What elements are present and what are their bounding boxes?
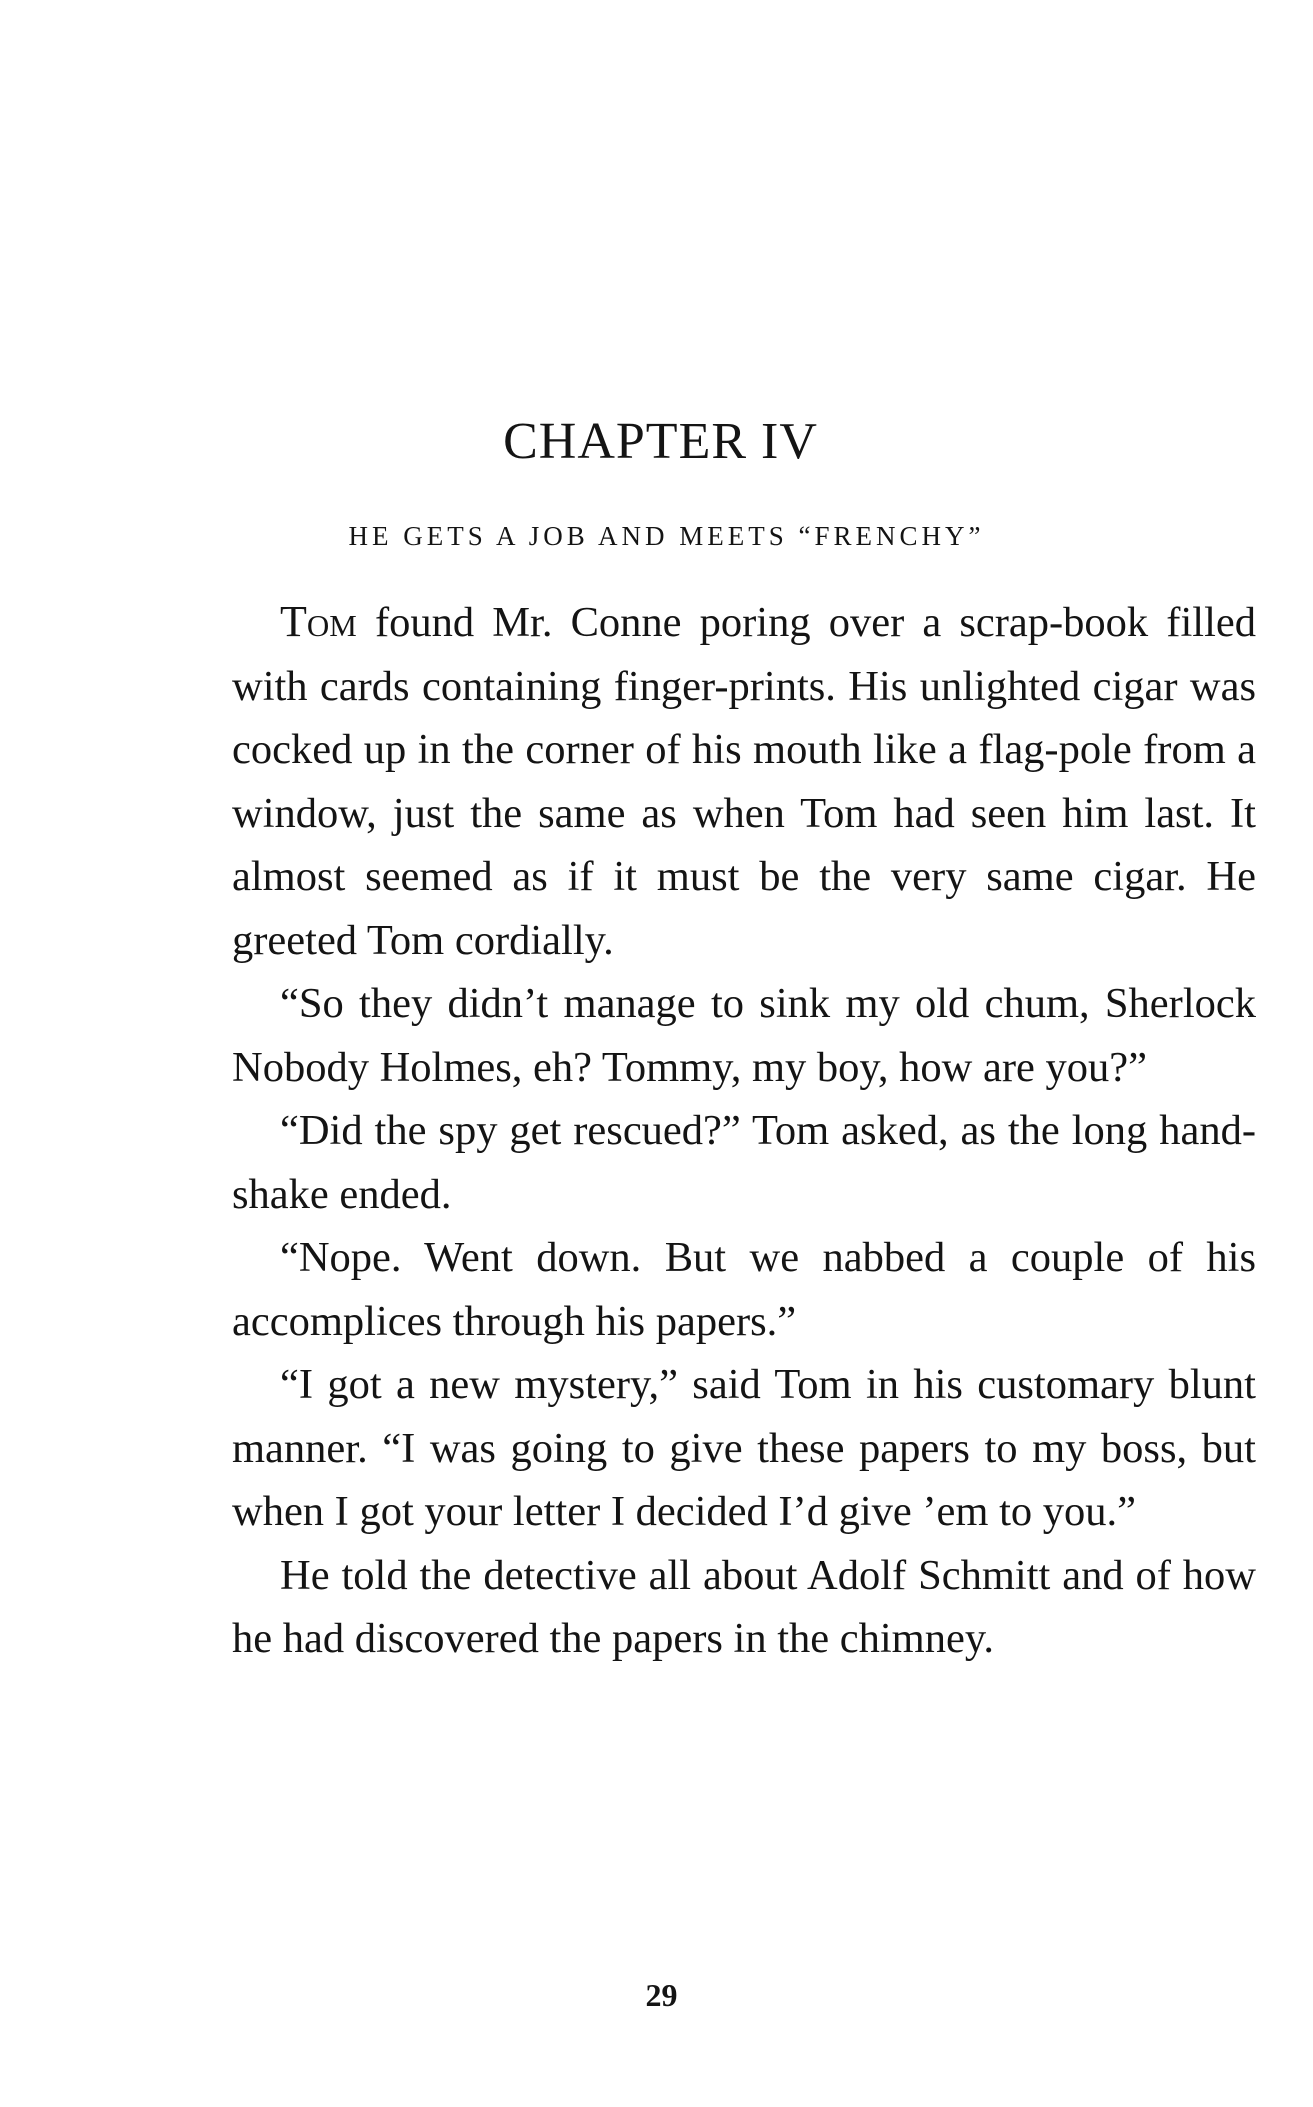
paragraph: “I got a new mystery,” said Tom in his customary blunt manner. “I was going to give these papers to my boss, but when I got your letter I decided I’d give ’em to you.” bbox=[232, 1361, 1256, 1535]
paragraph bbox=[232, 590, 1256, 972]
chapter-subtitle: HE GETS A JOB AND MEETS “FRENCHY” bbox=[348, 521, 985, 551]
paragraph: “Did the spy get rescued?” Tom asked, as the long hand-shake ended. bbox=[232, 1107, 1256, 1218]
paragraph: “So they didn’t manage to sink my old chum, Sherlock Nobody Holmes, eh? Tommy, my boy, how are you?” bbox=[232, 980, 1256, 1091]
paragraph-text: found Mr. Conne poring over a scrap-book filled with cards containing finger-prints. His unlighted cigar was cocked up in the corner of his mouth like a flag-pole from a window, just the same as when Tom had seen him last. It almost seemed as if it must be the very same cigar. He greeted Tom cordially. bbox=[232, 599, 1256, 964]
lead-word: Tom bbox=[280, 597, 357, 646]
chapter-body bbox=[232, 590, 1256, 1671]
chapter-heading: CHAPTER IV bbox=[503, 413, 818, 470]
paragraph: He told the detective all about Adolf Schmitt and of how he had discovered the papers in the chimney. bbox=[232, 1551, 1256, 1662]
page-number: 29 bbox=[645, 1977, 678, 2013]
paragraph: “Nope. Went down. But we nabbed a couple of his accomplices through his papers.” bbox=[232, 1234, 1256, 1345]
